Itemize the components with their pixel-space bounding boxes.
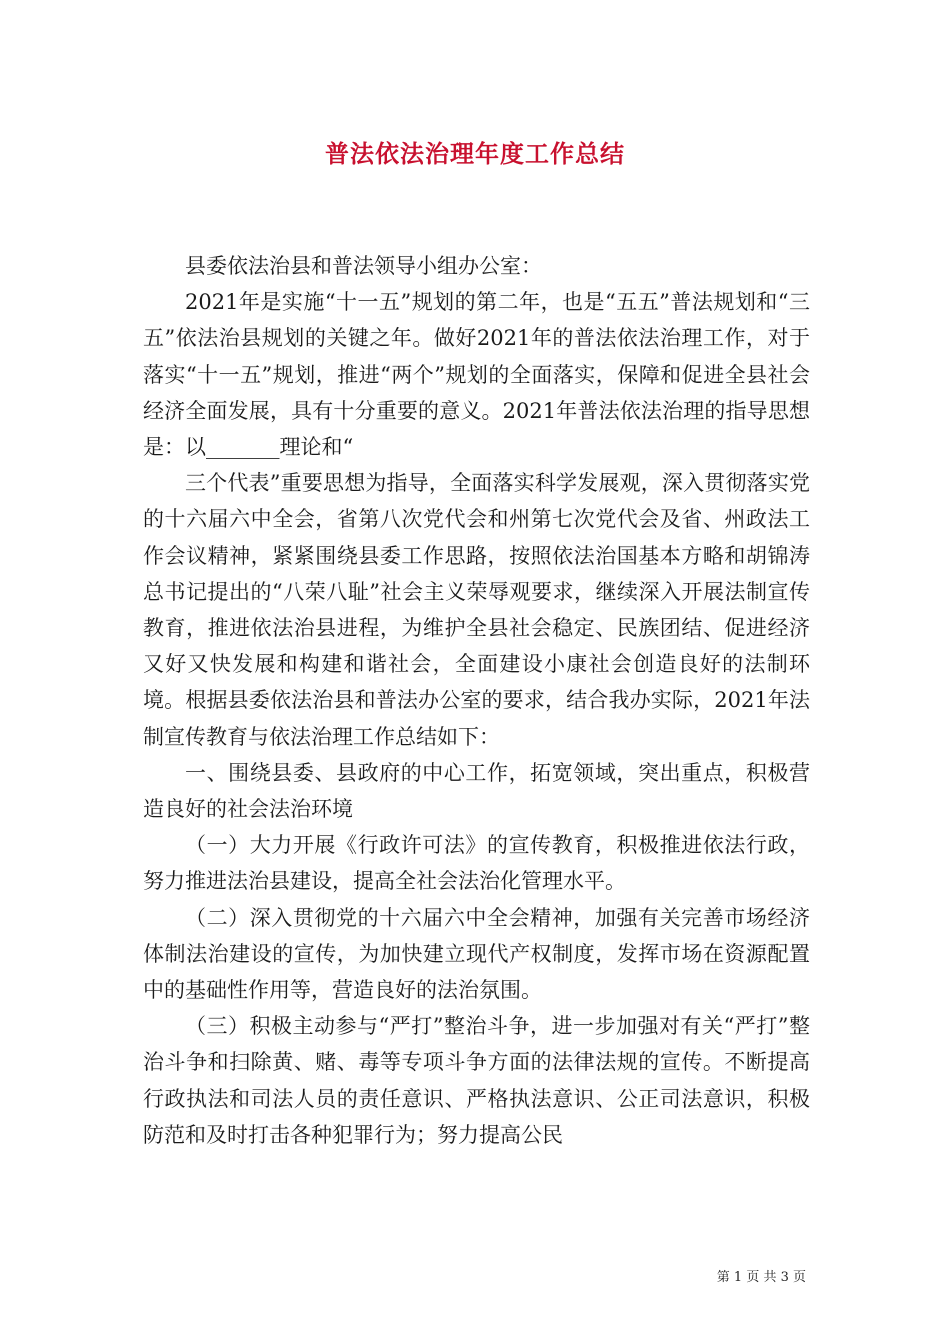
paragraph-item-two: （二）深入贯彻党的十六届六中全会精神，加强有关完善市场经济体制法治建设的宣传，为加快建立现代产权制度，发挥市场在资源配置中的基础性作用等，营造良好的法治氛围。 — [143, 905, 810, 1003]
document-body — [143, 248, 810, 1153]
paragraph-item-one: （一）大力开展《行政许可法》的宣传教育，积极推进依法行政，努力推进法治县建设，提高全社会法治化管理水平。 — [143, 833, 810, 894]
paragraph-salutation: 县委依法治县和普法领导小组办公室： — [185, 254, 542, 278]
document-title: 普法依法治理年度工作总结 — [325, 139, 625, 168]
page-number-footer: 第 1 页 共 3 页 — [716, 1270, 806, 1285]
paragraph-intro: 2021年是实施“十一五”规划的第二年，也是“五五”普法规划和“三五”依法治县规划的关键之年。做好2021年的普法依法治理工作，对于落实“十一五”规划，推进“两个”规划的全面落实，保障和促进全县社会经济全面发展，具有十分重要的意义。2021年普法依法治理的指导思想是：以_______理论和“ — [143, 290, 810, 460]
paragraph-guiding-thought: 三个代表”重要思想为指导，全面落实科学发展观，深入贯彻落实党的十六届六中全会，省第八次党代会和州第七次党代会及省、州政法工作会议精神，紧紧围绕县委工作思路，按照依法治国基本方略和胡锦涛总书记提出的“八荣八耻”社会主义荣辱观要求，继续深入开展法制宣传教育，推进依法治县进程，为维护全县社会稳定、民族团结、促进经济又好又快发展和构建和谐社会，全面建设小康社会创造良好的法制环境。根据县委依法治县和普法办公室的要求，结合我办实际，2021年法制宣传教育与依法治理工作总结如下： — [143, 471, 810, 749]
paragraph-item-three: （三）积极主动参与“严打”整治斗争，进一步加强对有关“严打”整治斗争和扫除黄、赌、毒等专项斗争方面的法律法规的宣传。不断提高行政执法和司法人员的责任意识、严格执法意识、公正司法意识，积极防范和及时打击各种犯罪行为；努力提高公民 — [143, 1014, 810, 1147]
paragraph-section-one-heading: 一、围绕县委、县政府的中心工作，拓宽领域，突出重点，积极营造良好的社会法治环境 — [143, 760, 810, 822]
